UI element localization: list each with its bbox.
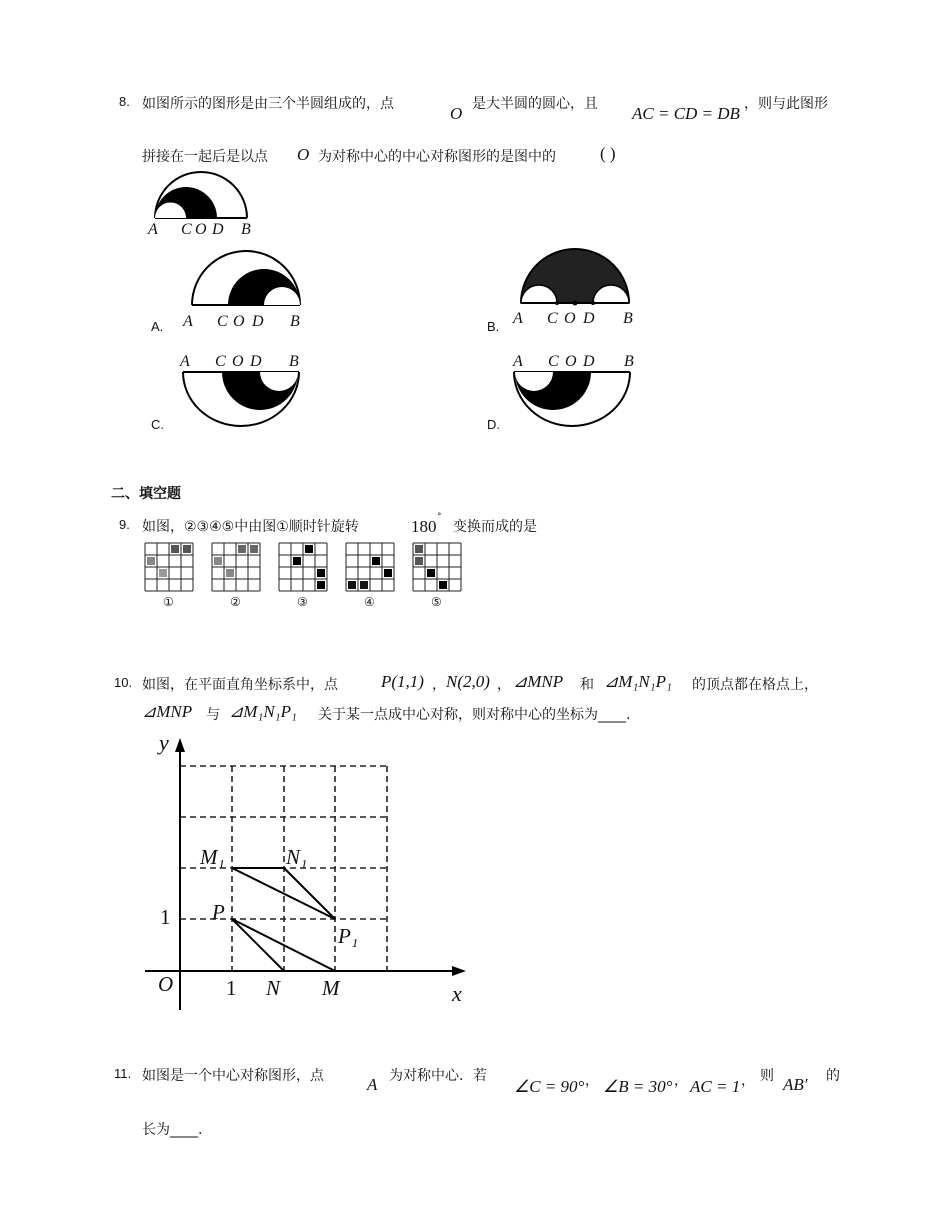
q8-text-2: 是大半圆的圆心，且 xyxy=(472,96,598,112)
q8-line2-b: 为对称中心的中心对称图形的是图中的 xyxy=(318,149,556,165)
q10-triangle-mnp: ⊿MNP xyxy=(513,672,564,691)
q10-with: 与 xyxy=(206,707,220,723)
graph-x-label: x xyxy=(452,981,462,1006)
q11-ab-prime: AB′ xyxy=(783,1075,808,1094)
graph-point-m: M xyxy=(322,976,340,1000)
q9-text-2: 变换而成的是 xyxy=(453,519,537,535)
q10-triangle-m1n1p1: ⊿M₁N₁P₁ xyxy=(604,672,672,691)
graph-y-one: 1 xyxy=(160,905,171,929)
q11-angle-c: ∠C = 90° xyxy=(514,1077,585,1096)
option-c-label-b: B xyxy=(289,353,299,370)
q8-point-o: O xyxy=(450,104,463,123)
q8-text-1: 如图所示的图形是由三个半圆组成的，点 xyxy=(142,96,394,112)
option-c-label-o: O xyxy=(232,353,244,370)
option-d-label-c: C xyxy=(548,353,559,370)
q10-number: 10. xyxy=(114,675,133,690)
option-d-marker[interactable]: D. xyxy=(487,417,500,432)
q8-paren: ( ) xyxy=(600,144,616,163)
option-c-label-d: D xyxy=(250,353,262,370)
option-a-label-o: O xyxy=(233,313,245,330)
q11-number: 11. xyxy=(114,1066,132,1081)
q11-text-a: 如图是一个中心对称图形，点 xyxy=(142,1068,324,1084)
option-c-label-a: A xyxy=(180,353,190,370)
q8-line2-a: 拼接在一起后是以点 xyxy=(142,149,268,165)
q11-comma-3: ， xyxy=(741,1073,755,1089)
q10-point-p: P(1,1) xyxy=(381,672,424,691)
q9-number: 9. xyxy=(119,517,130,532)
q8-point-o-2: O xyxy=(297,145,310,164)
q8-label-c: C xyxy=(181,221,192,238)
graph-point-n: N xyxy=(266,976,281,1000)
option-c-label-c: C xyxy=(215,353,226,370)
q10-triangle-mnp-2: ⊿MNP xyxy=(142,702,193,721)
q9-caption-4: ④ xyxy=(364,595,375,609)
q10-sep-2: ， xyxy=(497,677,511,693)
option-b-label-o: O xyxy=(564,310,576,327)
graph-point-p1: P₁ xyxy=(338,924,359,948)
q11-comma-2: ， xyxy=(674,1073,688,1089)
q10-text-a: 如图，在平面直角坐标系中，点 xyxy=(142,677,338,693)
q8-label-b: B xyxy=(241,221,251,238)
option-b-label-d: D xyxy=(583,310,595,327)
option-a-label-c: C xyxy=(217,313,228,330)
section-heading: 二、填空题 xyxy=(111,486,181,502)
graph-x-one: 1 xyxy=(226,976,237,1000)
q9-caption-2: ② xyxy=(230,595,241,609)
graph-point-p: P xyxy=(212,900,225,924)
graph-y-label: y xyxy=(159,730,169,755)
option-c-marker[interactable]: C. xyxy=(151,417,164,432)
q9-caption-5: ⑤ xyxy=(431,595,442,609)
q11-point-a: A xyxy=(367,1075,378,1094)
q11-comma-1: ， xyxy=(585,1073,599,1089)
q11-text-b: 为对称中心．若 xyxy=(389,1068,487,1084)
q8-label-d: D xyxy=(212,221,224,238)
q8-label-o: O xyxy=(195,221,207,238)
q10-text-b: 的顶点都在格点上， xyxy=(692,677,818,693)
q11-de: 的 xyxy=(826,1068,840,1084)
option-b-label-c: C xyxy=(547,310,558,327)
q11-angle-b: ∠B = 30° xyxy=(603,1077,673,1096)
q9-angle: 180 xyxy=(411,517,437,536)
graph-point-m1: M₁ xyxy=(200,845,225,869)
q9-degree: ° xyxy=(437,512,442,522)
option-b-label-b: B xyxy=(623,310,633,327)
option-b-label-a: A xyxy=(513,310,523,327)
option-a-label-a: A xyxy=(183,313,193,330)
option-a-label-b: B xyxy=(290,313,300,330)
q11-line-2: 长为____. xyxy=(142,1122,203,1138)
q9-text-1: 如图，②③④⑤中由图①顺时针旋转 xyxy=(142,519,359,535)
q8-equation: AC = CD = DB xyxy=(632,104,740,123)
q10-sep-1: ， xyxy=(432,677,446,693)
q10-point-n: N(2,0) xyxy=(446,672,490,691)
q10-and: 和 xyxy=(580,677,594,693)
graph-point-n1: N₁ xyxy=(286,845,308,869)
option-d-label-a: A xyxy=(513,353,523,370)
option-d-label-d: D xyxy=(583,353,595,370)
q10-triangle-m1n1p1-2: ⊿M₁N₁P₁ xyxy=(229,702,297,721)
graph-origin-label: O xyxy=(158,972,174,996)
option-a-label-d: D xyxy=(252,313,264,330)
option-d-label-o: O xyxy=(565,353,577,370)
q11-ac-length: AC = 1 xyxy=(690,1077,741,1096)
q8-number: 8. xyxy=(119,94,130,109)
q9-caption-3: ③ xyxy=(297,595,308,609)
option-a-marker[interactable]: A. xyxy=(151,319,164,334)
q11-then: 则 xyxy=(760,1068,774,1084)
option-d-label-b: B xyxy=(624,353,634,370)
q10-text-c: 关于某一点成中心对称，则对称中心的坐标为____. xyxy=(318,707,631,723)
q8-text-3: ，则与此图形 xyxy=(744,96,828,112)
q8-label-a: A xyxy=(148,221,158,238)
q9-caption-1: ① xyxy=(163,595,174,609)
option-b-marker[interactable]: B. xyxy=(487,319,500,334)
